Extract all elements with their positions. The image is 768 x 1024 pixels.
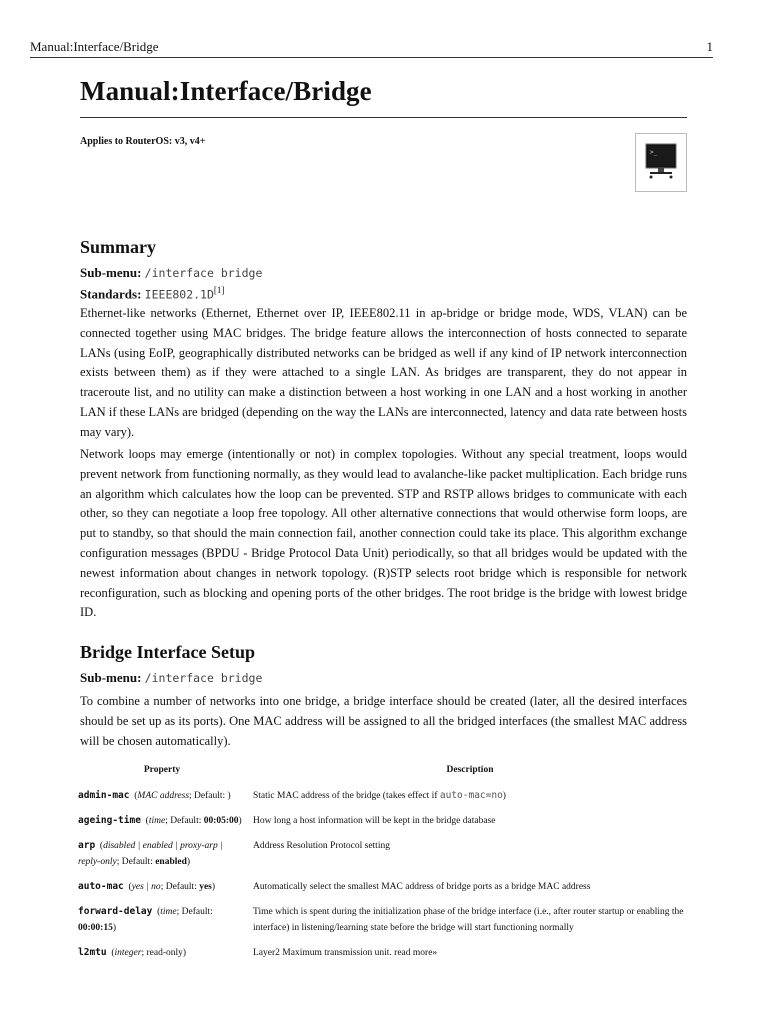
table-header-row — [74, 760, 690, 788]
property-cell: forward-delay (time; Default: 00:00:15) — [78, 906, 213, 933]
summary-standards — [80, 285, 224, 302]
summary-paragraph-2: Network loops may emerge (intentionally or not) in complex topologies. Without any special treatment, loops would prevent network from functioning normally, as they would lead to avalanche-like packet multiplication. Each bridge runs an algorithm which calculates how the loop can be prevented. STP and RSTP allows bridges to communicate with each other, so they can negotiate a loop free topology. All other alternative connections that would otherwise form loops, are put to standby, so that should the main connection fail, another connection could take its place. This algorithm exchange configuration messages (BPDU - Bridge Protocol Data Unit) periodically, so that all bridges would be updated with the newest information about changes in network topology. (R)STP selects root bridge which is responsible for network reconfiguration, such as blocking and opening ports of the other bridges. The root bridge is the bridge with lowest bridge ID. — [80, 447, 687, 620]
setup-submenu-path: /interface bridge — [144, 671, 263, 685]
description-column-header: Description — [446, 765, 494, 775]
submenu-label: Sub-menu: — [80, 265, 142, 280]
description-cell: Automatically select the smallest MAC address of bridge ports as a bridge MAC address — [253, 882, 591, 892]
title-divider — [80, 117, 687, 118]
description-cell: Layer2 Maximum transmission unit. read more» — [253, 948, 438, 958]
table-row — [74, 788, 690, 813]
table-row — [74, 945, 690, 970]
table-row — [74, 879, 690, 904]
page-number: 1 — [706, 39, 713, 54]
description-cell: How long a host information will be kept in the bridge database — [253, 816, 496, 826]
summary-heading: Summary — [80, 237, 156, 257]
property-cell: admin-mac (MAC address; Default: ) — [78, 790, 231, 801]
description-cell: Address Resolution Protocol setting — [253, 841, 390, 851]
svg-text:>_: >_ — [650, 149, 658, 156]
property-column-header: Property — [143, 765, 181, 775]
setup-submenu-label: Sub-menu: — [80, 670, 142, 685]
table-row — [74, 813, 690, 838]
running-header — [30, 37, 713, 58]
property-cell: ageing-time (time; Default: 00:05:00) — [78, 815, 242, 826]
standards-reference-link[interactable]: [1] — [213, 285, 225, 295]
description-cell: Static MAC address of the bridge (takes effect if auto-mac=no) — [253, 790, 506, 801]
setup-submenu — [80, 670, 262, 686]
property-cell: l2mtu (integer; read-only) — [78, 947, 187, 958]
table-row — [74, 838, 690, 879]
summary-submenu — [80, 265, 262, 281]
applies-to-note: Applies to RouterOS: v3, v4+ — [80, 136, 206, 147]
standards-value: IEEE802.1D — [144, 287, 214, 302]
property-cell: arp (disabled | enabled | proxy-arp | reply-only; Default: enabled) — [78, 840, 223, 867]
standards-label: Standards: — [80, 286, 142, 302]
table-row — [74, 904, 690, 945]
running-header-title: Manual:Interface/Bridge — [30, 39, 159, 54]
property-table — [74, 760, 690, 970]
page-title: Manual:Interface/Bridge — [80, 76, 372, 106]
terminal-icon — [635, 133, 687, 192]
bridge-setup-heading: Bridge Interface Setup — [80, 642, 255, 662]
property-cell: auto-mac (yes | no; Default: yes) — [78, 881, 216, 892]
submenu-path: /interface bridge — [144, 266, 263, 280]
setup-paragraph: To combine a number of networks into one bridge, a bridge interface should be created (later, all the desired interfaces should be set up as its ports). One MAC address will be assigned to all the bridged interfaces (the smallest MAC address will be chosen automatically). — [80, 694, 687, 748]
summary-paragraph-1: Ethernet-like networks (Ethernet, Ethernet over IP, IEEE802.11 in ap-bridge or bridge mode, WDS, VLAN) can be connected together using MAC bridges. The bridge feature allows the interconnection of hosts connected to separate LANs (using EoIP, geographically distributed networks can be bridged as well if any kind of IP network interconnection exists between them) as if they were attached to a single LAN. As bridges are transparent, they do not appear in traceroute list, and no utility can make a distinction between a host working in one LAN and a host working in another LAN if these LANs are bridged (depending on the way the LANs are interconnected, latency and data rate between hosts may vary). — [80, 306, 687, 439]
description-cell: Time which is spent during the initialization phase of the bridge interface (i.e., after router startup or enabling the interface) in listening/learning state before the bridge will start functioning normally — [253, 907, 684, 933]
